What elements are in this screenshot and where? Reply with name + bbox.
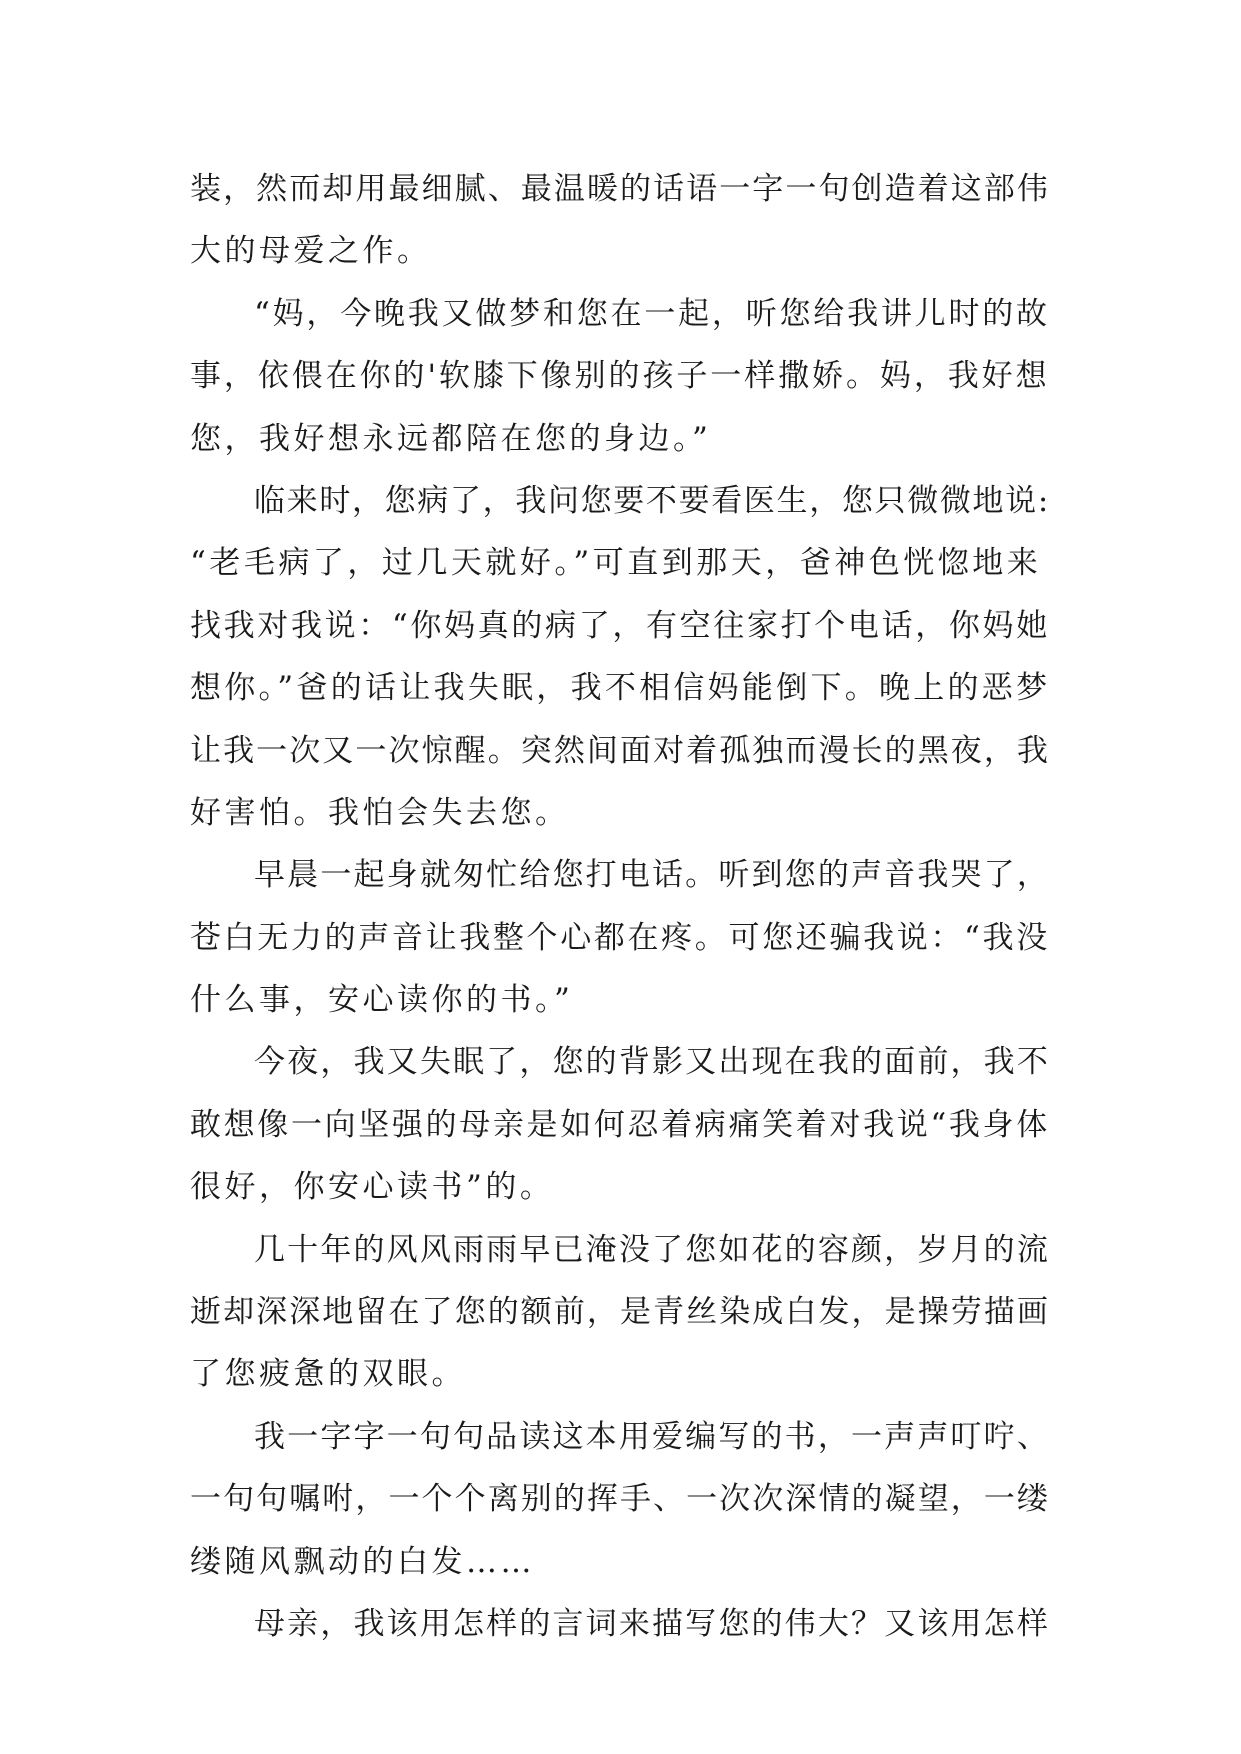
text-line: “妈，今晚我又做梦和您在一起，听您给我讲儿时的故 bbox=[254, 295, 1050, 332]
text-line: 苍白无力的声音让我整个心都在疼。可您还骗我说：“我没 bbox=[190, 919, 1050, 956]
text-line: 大的母爱之作。 bbox=[190, 233, 432, 270]
text-line: 事，依偎在你的'软膝下像别的孩子一样撒娇。妈，我好想 bbox=[190, 358, 1050, 395]
text-line: 想你。”爸的话让我失眠，我不相信妈能倒下。晚上的恶梦 bbox=[190, 670, 1051, 707]
text-line: 敢想像一向坚强的母亲是如何忍着病痛笑着对我说“我身体 bbox=[190, 1106, 1050, 1143]
text-line: 一句句嘱咐，一个个离别的挥手、一次次深情的凝望，一缕 bbox=[190, 1481, 1050, 1518]
text-line: 几十年的风风雨雨早已淹没了您如花的容颜，岁月的流 bbox=[254, 1231, 1050, 1268]
text-line: 早晨一起身就匆忙给您打电话。听到您的声音我哭了， bbox=[254, 857, 1050, 894]
text-line: 装，然而却用最细腻、最温暖的话语一字一句创造着这部伟 bbox=[190, 171, 1050, 207]
essay-text bbox=[190, 158, 1050, 1655]
text-line: 让我一次又一次惊醒。突然间面对着孤独而漫长的黑夜，我 bbox=[190, 732, 1050, 769]
text-line: 了您疲惫的双眼。 bbox=[190, 1356, 466, 1393]
text-line: 什么事，安心读你的书。” bbox=[190, 982, 574, 1019]
text-line: 母亲，我该用怎样的言词来描写您的伟大？又该用怎样 bbox=[254, 1605, 1050, 1642]
text-line: 逝却深深地留在了您的额前，是青丝染成白发，是操劳描画 bbox=[190, 1294, 1050, 1331]
text-line: 很好，你安心读书”的。 bbox=[190, 1169, 555, 1206]
text-line: 临来时，您病了，我问您要不要看医生，您只微微地说: bbox=[254, 482, 1050, 519]
text-line: “老毛病了，过几天就好。”可直到那天，爸神色恍惚地来 bbox=[190, 545, 1042, 582]
text-line: 我一字字一句句品读这本用爱编写的书，一声声叮咛、 bbox=[254, 1418, 1050, 1455]
text-line: 今夜，我又失眠了，您的背影又出现在我的面前，我不 bbox=[254, 1044, 1050, 1081]
text-line: 缕随风飘动的白发…… bbox=[190, 1543, 535, 1580]
text-line: 好害怕。我怕会失去您。 bbox=[190, 794, 570, 831]
text-line: 找我对我说：“你妈真的病了，有空往家打个电话，你妈她 bbox=[190, 607, 1050, 644]
text-line: 您，我好想永远都陪在您的身边。” bbox=[190, 420, 712, 457]
